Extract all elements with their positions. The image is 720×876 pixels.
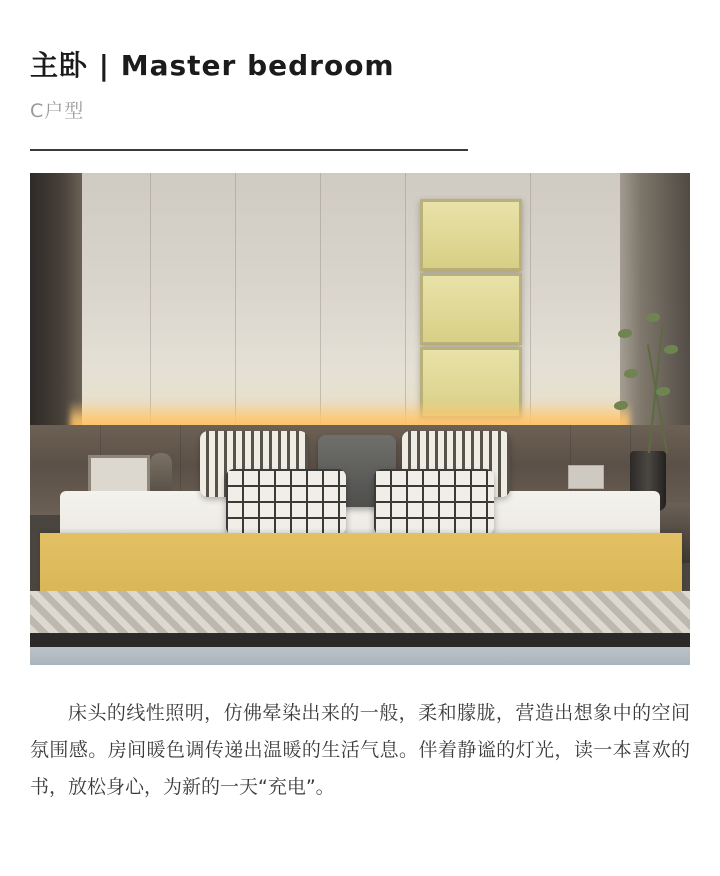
- wall-panel-seam: [320, 173, 321, 425]
- wall-art-panel-middle: [420, 273, 522, 345]
- bedroom-photo: [30, 173, 690, 665]
- page-title: 主卧 | Master bedroom: [30, 49, 395, 82]
- body-paragraph: 床头的线性照明，仿佛晕染出来的一般，柔和朦胧，营造出想象中的空间氛围感。房间暖色调传递出温暖的生活气息。伴着静谧的灯光，读一本喜欢的书，放松身心，为新的一天“充电”。: [30, 702, 690, 799]
- wall-panel-seam: [405, 173, 406, 425]
- floor: [30, 647, 690, 665]
- wall-art-panel-top: [420, 199, 522, 271]
- grid-cushion-right: [374, 469, 494, 535]
- section-divider: [30, 149, 468, 151]
- wall-panel-seam: [150, 173, 151, 425]
- page-subtitle: C户型: [30, 100, 85, 122]
- bed-base: [30, 633, 690, 647]
- wall-panel-seam: [235, 173, 236, 425]
- wall-surface: [30, 173, 690, 425]
- wall-panel-seam: [530, 173, 531, 425]
- grid-cushion-left: [226, 469, 346, 535]
- light-switch-plate: [568, 465, 604, 489]
- wall-left-shadow: [30, 173, 82, 425]
